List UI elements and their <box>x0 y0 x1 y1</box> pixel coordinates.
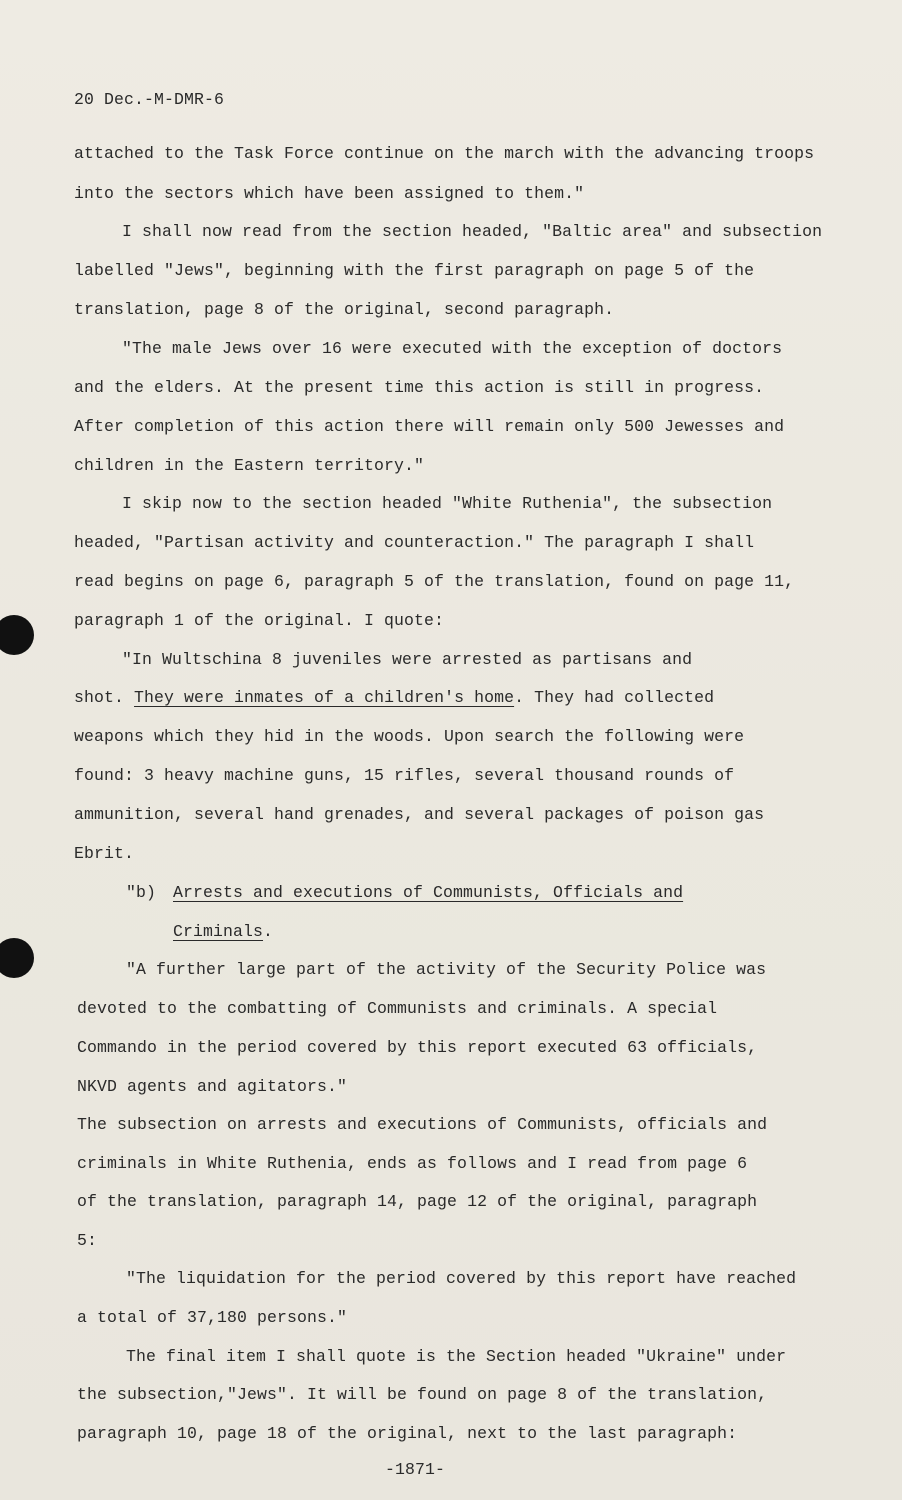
text-line: and the elders. At the present time this action is still in progress. <box>74 378 765 397</box>
text-line: I shall now read from the section headed, "Baltic area" and subsection <box>122 222 823 241</box>
text-line: "The liquidation for the period covered by this report have reached <box>126 1269 797 1288</box>
text-line: a total of 37,180 persons." <box>77 1308 348 1327</box>
text-line: translation, page 8 of the original, second paragraph. <box>74 300 615 319</box>
section-heading: Arrests and executions of Communists, Officials and <box>173 883 684 902</box>
text-segment: . They had collected <box>514 688 715 707</box>
text-line <box>74 688 714 707</box>
text-segment: shot. <box>74 688 125 707</box>
page-number: -1871- <box>385 1460 446 1479</box>
text-line: read begins on page 6, paragraph 5 of the translation, found on page 11, <box>74 572 795 591</box>
text-line: weapons which they hid in the woods. Upon search the following were <box>74 727 745 746</box>
text-line: children in the Eastern territory." <box>74 456 425 475</box>
text-line: "A further large part of the activity of the Security Police was <box>126 960 767 979</box>
text-line: headed, "Partisan activity and counteraction." The paragraph I shall <box>74 533 755 552</box>
section-marker: "b) <box>126 883 157 902</box>
section-heading-cont <box>173 922 273 941</box>
text-line: The final item I shall quote is the Section headed "Ukraine" under <box>126 1347 787 1366</box>
text-segment: . <box>263 922 274 941</box>
text-line: into the sectors which have been assigned to them." <box>74 184 585 203</box>
text-line: Commando in the period covered by this report executed 63 officials, <box>77 1038 758 1057</box>
text-line: "In Wultschina 8 juveniles were arrested as partisans and <box>122 650 693 669</box>
text-line: Ebrit. <box>74 844 135 863</box>
text-line: I skip now to the section headed "White Ruthenia", the subsection <box>122 494 773 513</box>
text-line: paragraph 1 of the original. I quote: <box>74 611 445 630</box>
punch-hole <box>0 615 34 655</box>
text-line: "The male Jews over 16 were executed with the exception of doctors <box>122 339 783 358</box>
punch-hole <box>0 938 34 978</box>
underlined-phrase: They were inmates of a children's home <box>134 688 515 707</box>
text-line: found: 3 heavy machine guns, 15 rifles, several thousand rounds of <box>74 766 735 785</box>
page-header: 20 Dec.-M-DMR-6 <box>74 90 225 109</box>
text-line: The subsection on arrests and executions of Communists, officials and <box>77 1115 768 1134</box>
text-line: devoted to the combatting of Communists and criminals. A special <box>77 999 718 1018</box>
text-line: paragraph 10, page 18 of the original, next to the last paragraph: <box>77 1424 738 1443</box>
text-line: the subsection,"Jews". It will be found on page 8 of the translation, <box>77 1385 768 1404</box>
text-line: 5: <box>77 1231 98 1250</box>
text-line: labelled "Jews", beginning with the first paragraph on page 5 of the <box>74 261 755 280</box>
text-line: NKVD agents and agitators." <box>77 1077 348 1096</box>
text-line: After completion of this action there will remain only 500 Jewesses and <box>74 417 785 436</box>
text-line: attached to the Task Force continue on the march with the advancing troops <box>74 144 815 163</box>
underlined-phrase: Criminals <box>173 922 264 941</box>
text-line: ammunition, several hand grenades, and several packages of poison gas <box>74 805 765 824</box>
text-line: of the translation, paragraph 14, page 12 of the original, paragraph <box>77 1192 758 1211</box>
text-line: criminals in White Ruthenia, ends as follows and I read from page 6 <box>77 1154 748 1173</box>
